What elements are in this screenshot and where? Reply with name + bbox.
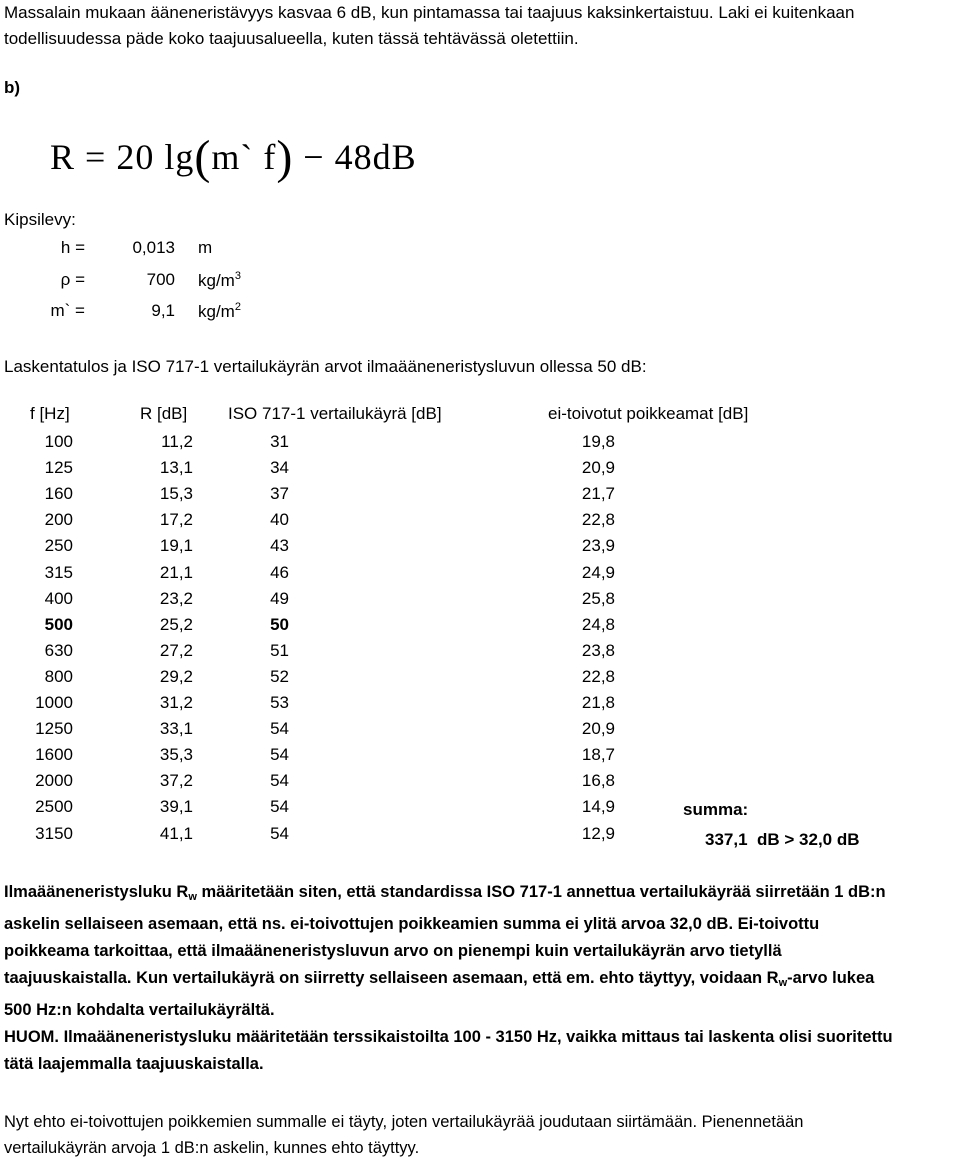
param-unit: $kg/m^2$	[198, 301, 241, 321]
table-cell: 19,8	[581, 432, 615, 451]
table-cell: 14,9	[581, 797, 615, 817]
table-cell: 25,8	[581, 588, 615, 608]
param-label: m` =	[50, 301, 85, 320]
table-cell: 21,7	[581, 484, 615, 504]
note-line: tätä laajemmalla taajuuskaistalla.	[4, 1055, 264, 1073]
table-cell: 11,2	[161, 432, 193, 451]
explanation	[4, 879, 893, 1078]
table-cell: 29,2	[159, 666, 193, 686]
table-cell: 54	[270, 771, 289, 791]
formula-arg: m` f	[211, 137, 277, 177]
table-cell: 500	[44, 614, 73, 634]
table-cell: 51	[270, 640, 289, 660]
formula-lhs: R	[50, 137, 76, 177]
table-cell: 315	[44, 562, 73, 582]
param-label: ρ =	[60, 270, 85, 289]
table-cell: 24,9	[581, 562, 615, 582]
table-cell: 37,2	[159, 771, 193, 791]
results-title: Laskentatulos ja ISO 717-1 vertailukäyrän arvot ilmaääneneristysluvun ollessa 50 dB:	[4, 357, 647, 376]
param-label: h =	[60, 238, 85, 257]
formula-coef: 20 lg	[116, 137, 195, 177]
header-r: R [dB]	[140, 404, 188, 423]
table-cell: 160	[44, 484, 73, 504]
table-cell: 13,1	[159, 458, 193, 478]
conclusion-line: Nyt ehto ei-toivottujen poikkemien summalle ei täyty, joten vertailukäyrää joudutaan siirtämään. Pienennetään	[4, 1113, 804, 1131]
table-cell: 125	[44, 458, 73, 478]
table-cell: 46	[270, 562, 289, 582]
table-cell: 200	[44, 510, 73, 530]
table-cell: 43	[270, 536, 289, 556]
table-cell: 3150	[35, 823, 73, 843]
param-value: 700	[146, 270, 175, 289]
table-cell: 250	[44, 536, 73, 556]
note-line: HUOM. Ilmaääneneristysluku määritetään terssikaistoilta 100 - 3150 Hz, vaikka mittaus tai laskenta olisi suoritettu	[4, 1028, 893, 1046]
formula-eq: =	[85, 137, 107, 177]
param-row-h	[0, 238, 300, 260]
table-cell: 18,7	[581, 745, 615, 765]
table-cell: 22,8	[581, 510, 615, 530]
table-cell: 630	[44, 640, 73, 660]
explanation-line: 500 Hz:n kohdalta vertailukäyrältä.	[4, 1001, 275, 1019]
table-cell: 25,2	[159, 614, 193, 634]
table-cell: 35,3	[159, 745, 193, 765]
table-cell: 34	[270, 458, 289, 478]
table-cell: 19,1	[159, 536, 193, 556]
table-cell: 37	[270, 484, 289, 504]
summa-value: 337,1	[705, 830, 748, 849]
table-cell: 54	[270, 745, 289, 765]
param-value: 9,1	[151, 301, 175, 320]
header-iso: ISO 717-1 vertailukäyrä [dB]	[228, 404, 442, 423]
table-cell: 24,8	[581, 614, 615, 634]
formula	[50, 130, 417, 185]
header-f: f [Hz]	[30, 404, 70, 423]
table-cell: 21,1	[159, 562, 193, 582]
explanation-line: askelin sellaiseen asemaan, että ns. ei-toivottujen poikkeamien summa ei ylitä arvoa 32,0 dB. Ei-toivottu	[4, 915, 820, 933]
table-cell: 54	[270, 719, 289, 739]
table-cell: 50	[270, 614, 289, 634]
table-cell: 20,9	[581, 719, 615, 739]
conclusion-line: vertailukäyrän arvoja 1 dB:n askelin, kunnes ehto täyttyy.	[4, 1139, 420, 1157]
material-title: Kipsilevy:	[4, 210, 76, 229]
param-row-mass	[0, 301, 300, 323]
results-table	[0, 400, 960, 860]
table-cell: 22,8	[581, 666, 615, 686]
summa-label: summa:	[683, 800, 749, 819]
param-row-rho	[0, 270, 300, 292]
table-cell: 12,9	[581, 823, 615, 843]
header-deviation: ei-toivotut poikkeamat [dB]	[548, 404, 749, 423]
table-cell: 33,1	[159, 719, 193, 739]
intro-text	[4, 0, 854, 52]
formula-close-paren: )	[276, 131, 294, 184]
table-cell: 1250	[35, 719, 73, 739]
summa-compare: dB > 32,0 dB	[757, 830, 860, 849]
table-cell: 31,2	[159, 693, 193, 712]
explanation-line: taajuuskaistalla. Kun vertailukäyrä on siirretty sellaiseen asemaan, että em. ehto täyttyy, voidaan $R_w$-arvo lukea	[4, 969, 875, 989]
intro-line: todellisuudessa päde koko taajuusalueella, kuten tässä tehtävässä oletettiin.	[4, 29, 579, 48]
table-cell: 1000	[35, 693, 73, 712]
formula-rest: − 48dB	[303, 137, 417, 177]
formula-open-paren: (	[194, 131, 212, 184]
explanation-line: Ilmaääneneristysluku $R_w$ määritetään siten, että standardissa ISO 717-1 annettua vertailukäyrää siirretään 1 dB:n	[4, 883, 886, 903]
table-cell: 20,9	[581, 458, 615, 478]
summa-result	[705, 830, 860, 850]
table-cell: 31	[270, 432, 289, 451]
table-cell: 2000	[35, 771, 73, 791]
table-cell: 21,8	[581, 693, 615, 712]
table-cell: 53	[270, 693, 289, 712]
table-cell: 17,2	[159, 510, 193, 530]
table-cell: 27,2	[159, 640, 193, 660]
table-cell: 23,8	[581, 640, 615, 660]
table-cell: 16,8	[581, 771, 615, 791]
param-unit: $kg/m^3$	[198, 270, 241, 290]
table-cell: 39,1	[159, 797, 193, 817]
table-cell: 49	[270, 588, 289, 608]
table-cell: 800	[44, 666, 73, 686]
table-cell: 23,2	[159, 588, 193, 608]
param-unit: m	[198, 238, 213, 257]
table-cell: 1600	[35, 745, 73, 765]
table-cell: 54	[270, 797, 289, 817]
explanation-line: poikkeama tarkoittaa, että ilmaääneneristysluvun arvo on pienempi kuin vertailukäyrän arvo tietyllä	[4, 942, 782, 960]
table-cell: 23,9	[581, 536, 615, 556]
table-cell: 52	[270, 666, 289, 686]
table-cell: 54	[270, 823, 289, 843]
intro-line: Massalain mukaan ääneneristävyys kasvaa 6 dB, kun pintamassa tai taajuus kaksinkertaistuu. Laki ei kuitenkaan	[4, 3, 855, 22]
table-cell: 400	[44, 588, 73, 608]
conclusion	[4, 1109, 803, 1161]
param-value: 0,013	[132, 238, 175, 257]
part-label: b)	[4, 78, 21, 97]
table-cell: 40	[270, 510, 289, 530]
table-cell: 41,1	[159, 823, 193, 843]
table-cell: 15,3	[159, 484, 193, 504]
table-cell: 100	[44, 432, 73, 451]
table-cell: 2500	[35, 797, 73, 817]
